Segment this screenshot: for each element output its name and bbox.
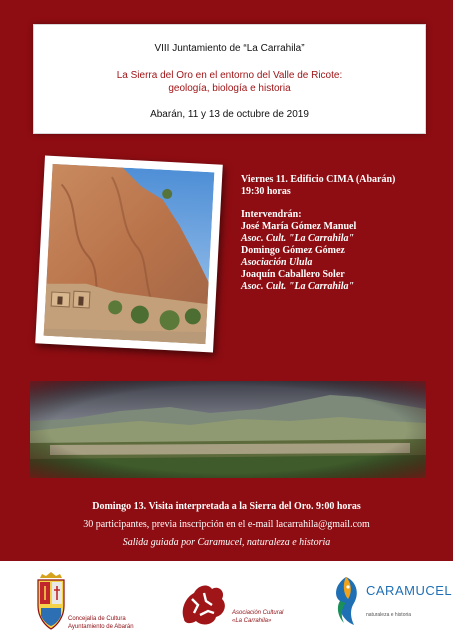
talk-day: Viernes 11. Edificio CIMA (Abarán) — [241, 174, 396, 185]
caramucel-bird-icon — [330, 573, 362, 629]
visit-signup: 30 participantes, previa inscripción en el e-mail lacarrahila@gmail.com — [83, 519, 370, 530]
caramucel-name: CARAMUCEL — [366, 583, 453, 598]
cliff-photo-image — [44, 164, 215, 344]
speaker-org: Asociación Ulula — [241, 257, 313, 268]
visit-title: Domingo 13. Visita interpretada a la Sierra del Oro. 9:00 horas — [92, 501, 361, 512]
intervene-label: Intervendrán: — [241, 209, 302, 220]
sponsor-footer — [0, 561, 453, 640]
concejalia-line-2: Ayuntamiento de Abarán — [68, 624, 134, 630]
event-subtitle — [34, 69, 425, 95]
subtitle-line-2: geología, biología e historia — [168, 83, 291, 94]
caramucel-text — [366, 583, 453, 618]
carrahila-emblem-icon — [178, 579, 230, 629]
carrahila-text — [232, 609, 292, 625]
carrahila-line-1: Asociación Cultural — [232, 610, 284, 616]
title-box — [33, 24, 426, 134]
talk-details — [241, 174, 441, 293]
speaker-org: Asoc. Cult. "La Carrahila" — [241, 281, 355, 292]
concejalia-line-1: Concejalía de Cultura — [68, 616, 126, 622]
speaker-name: Domingo Gómez Gómez — [241, 245, 345, 256]
subtitle-line-1: La Sierra del Oro en el entorno del Valle de Ricote: — [116, 70, 343, 81]
caramucel-tagline: naturaleza e historia — [366, 612, 412, 618]
speaker-name: José María Gómez Manuel — [241, 221, 357, 232]
talk-time: 19:30 horas — [241, 186, 291, 197]
event-title: VIII Juntamiento de “La Carrahila” — [154, 43, 305, 54]
concejalia-text — [68, 615, 158, 631]
event-dates: Abarán, 11 y 13 de octubre de 2019 — [150, 109, 309, 120]
speaker-org: Asoc. Cult. "La Carrahila" — [241, 233, 355, 244]
coat-of-arms-icon — [36, 572, 66, 630]
visit-guide: Salida guiada por Caramucel, naturaleza e historia — [122, 537, 331, 548]
carrahila-logo — [178, 579, 230, 629]
speaker-name: Joaquín Caballero Soler — [241, 269, 345, 280]
landscape-photo — [30, 381, 426, 478]
abaran-logo — [36, 572, 66, 630]
cliff-photo — [35, 155, 223, 352]
visit-details — [0, 498, 453, 552]
carrahila-line-2: «La Carrahila» — [232, 618, 272, 624]
landscape-photo-image — [30, 381, 426, 478]
caramucel-logo — [330, 573, 362, 629]
